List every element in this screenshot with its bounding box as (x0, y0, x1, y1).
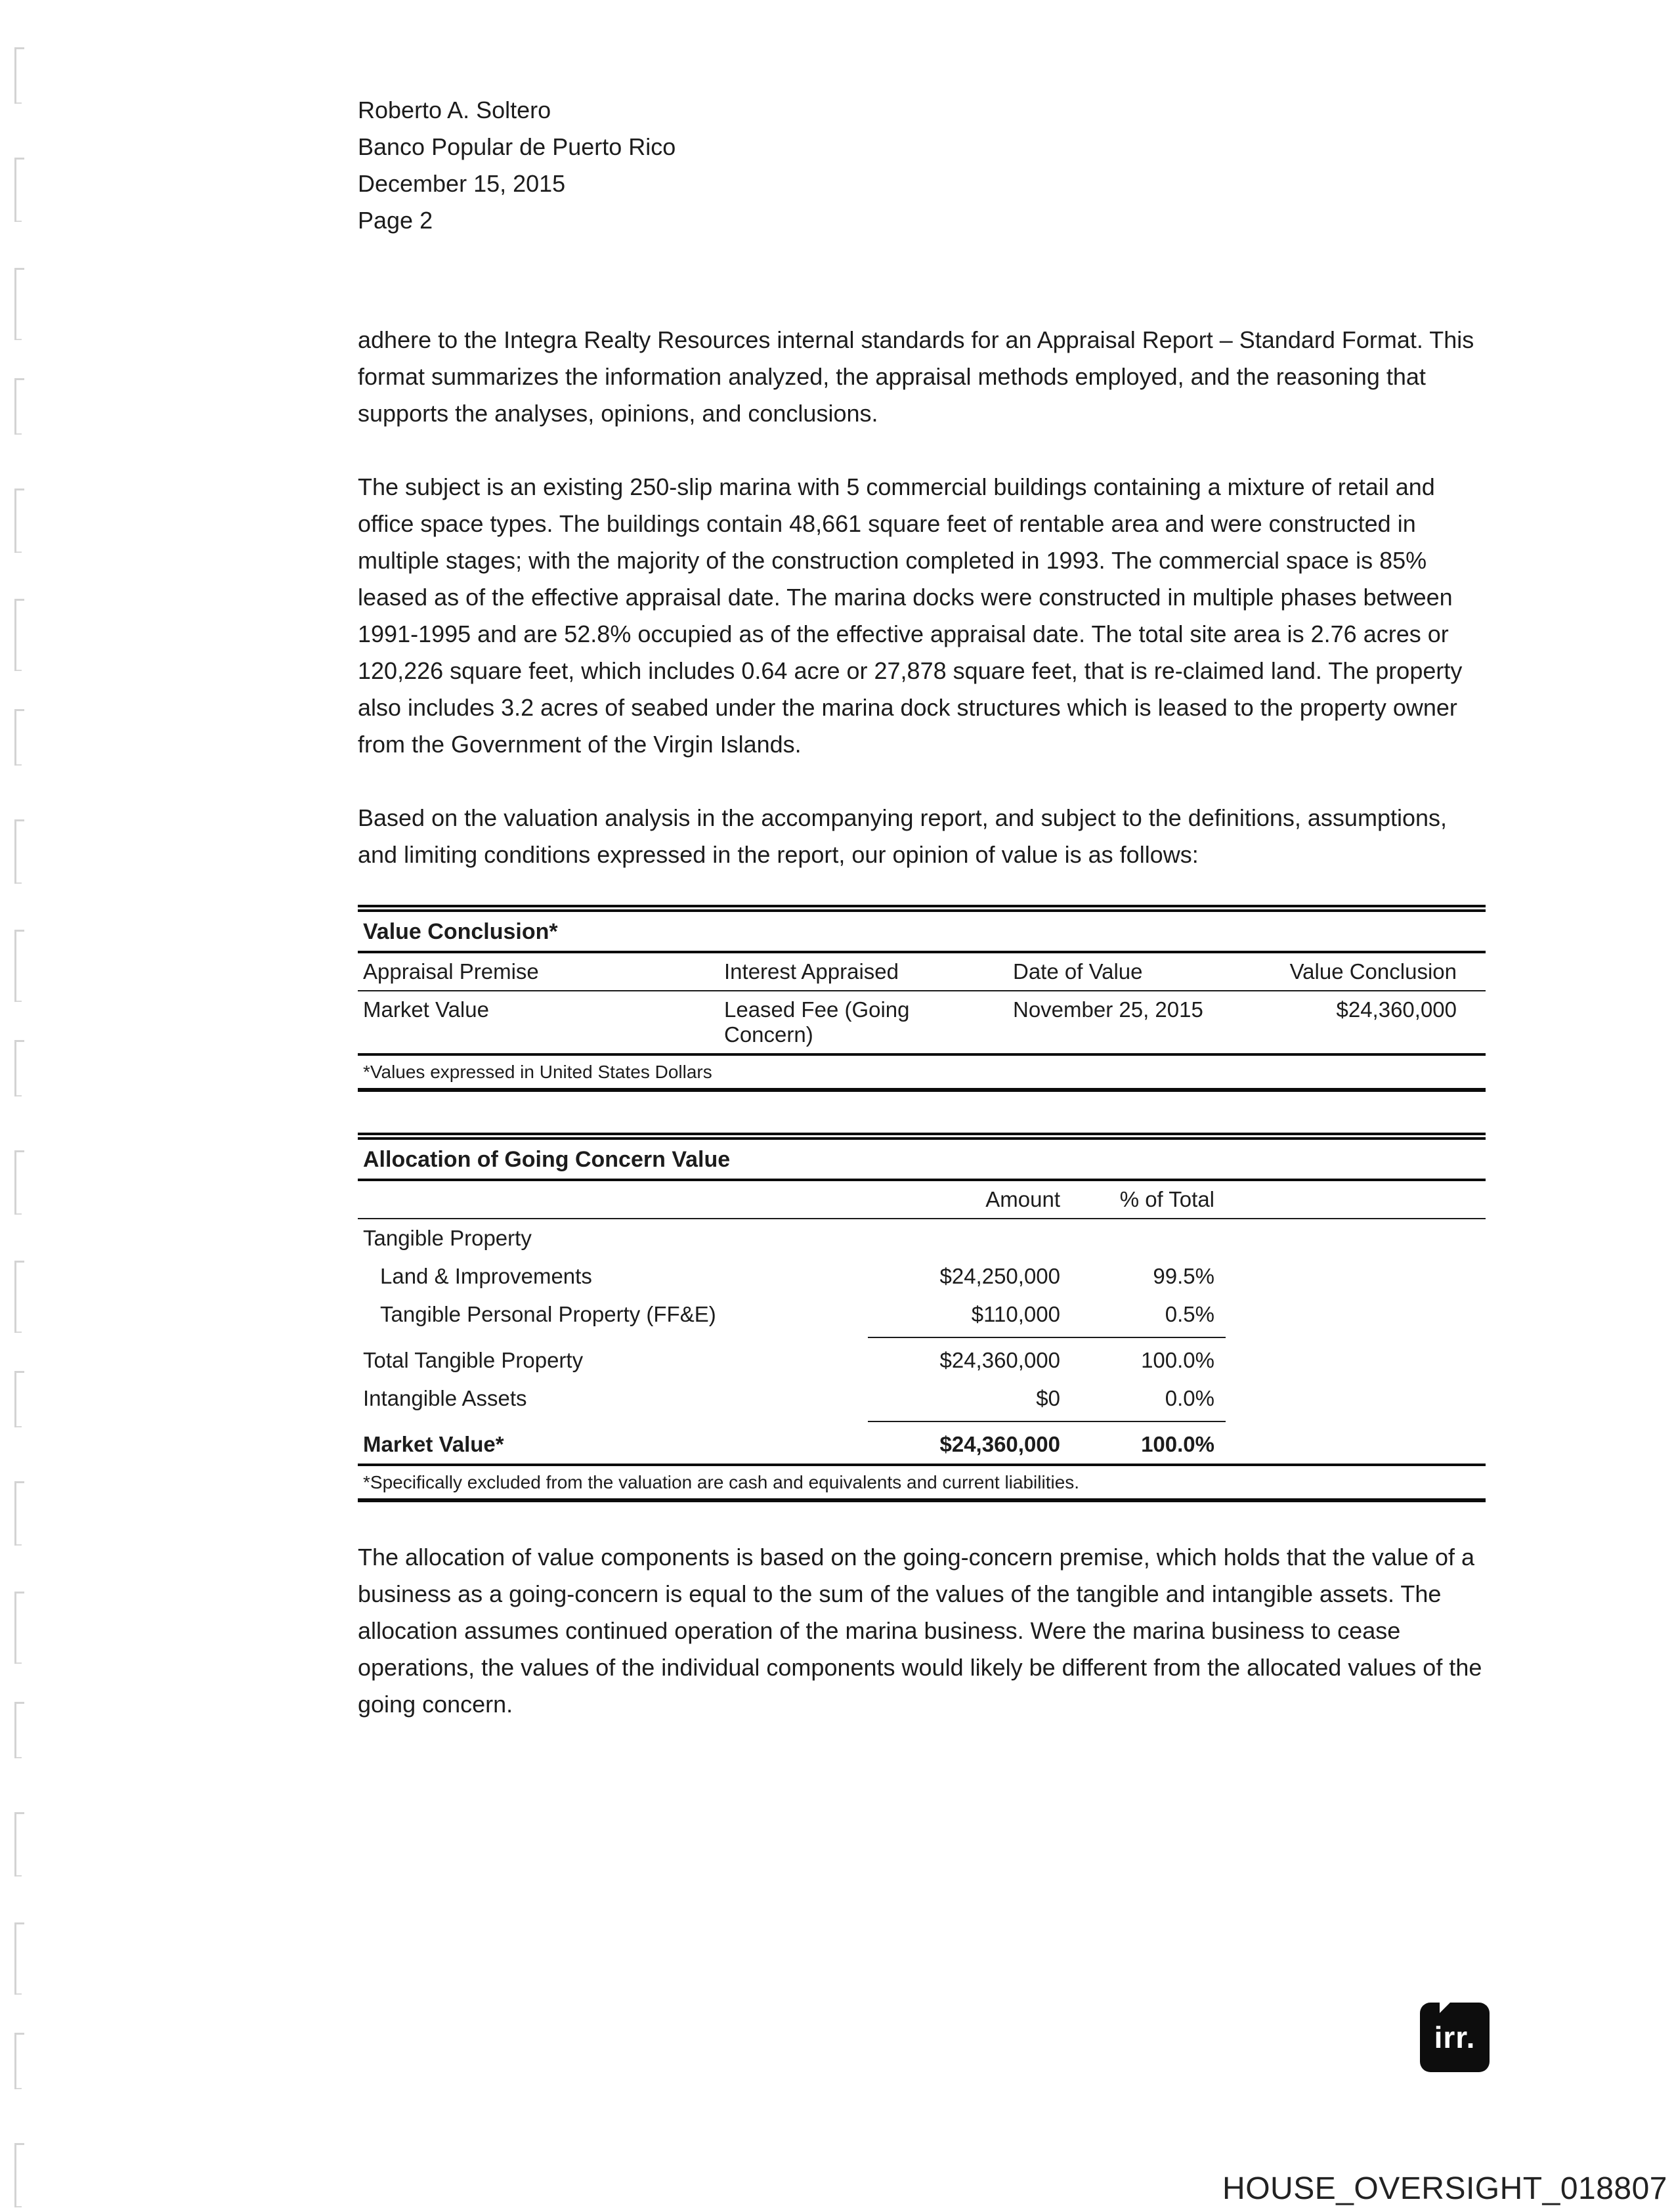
cell-appraisal-premise: Market Value (363, 997, 489, 1022)
value-conclusion-header-row (358, 953, 1486, 990)
row-pct: 100.0% (1141, 1348, 1214, 1372)
table-bottom-rule (358, 1088, 1486, 1092)
column-header-amount: Amount (985, 1187, 1060, 1211)
row-amount: $24,360,000 (939, 1348, 1060, 1372)
paragraph-report-format: adhere to the Integra Realty Resources internal standards for an Appraisal Report – Standard Format. This format summarizes the information analyzed, the appraisal methods employed, and the reasoning that supports the analyses, opinions, and conclusions. (358, 326, 1474, 427)
row-amount (876, 1226, 1067, 1251)
scan-artifact (14, 819, 26, 884)
scan-artifact (14, 158, 26, 222)
column-header-appraisal-premise: Appraisal Premise (363, 959, 539, 984)
allocation-footnote: *Specifically excluded from the valuation are cash and equivalents and current liabilities. (363, 1472, 1080, 1492)
scan-artifact (14, 1702, 26, 1758)
scan-artifact (14, 2143, 26, 2207)
table-top-rule (358, 1133, 1486, 1140)
row-label: Intangible Assets (363, 1386, 527, 1410)
allocation-row-total-tangible-property (358, 1341, 1486, 1379)
allocation-row-tangible-property (358, 1219, 1486, 1257)
row-label: Market Value* (363, 1432, 504, 1456)
row-pct (1067, 1226, 1221, 1251)
page-number: Page 2 (358, 207, 433, 234)
row-pct: 100.0% (1141, 1432, 1214, 1456)
value-conclusion-table (358, 905, 1486, 1092)
allocation-header-row (358, 1181, 1486, 1218)
paragraph-allocation-explanation: The allocation of value components is based on the going-concern premise, which holds that the value of a business as a going-concern is equal to the sum of the values of the tangible and intangible assets. The allocation assumes continued operation of the marina business. Were the marina business to cease operations, the values of the individual components would likely be different from the allocated values of the going concern. (358, 1544, 1482, 1718)
scan-artifact (14, 599, 26, 671)
column-header-interest-appraised: Interest Appraised (724, 959, 899, 984)
cell-interest-appraised: Leased Fee (Going Concern) (724, 997, 910, 1047)
scan-artifact (14, 1040, 26, 1096)
total-rule (868, 1421, 1226, 1422)
scan-artifact (14, 2033, 26, 2089)
scan-artifact (14, 1371, 26, 1427)
row-pct: 0.5% (1165, 1302, 1214, 1326)
scan-artifact (14, 1812, 26, 1876)
irr-logo-text: irr. (1434, 2020, 1476, 2054)
row-pct: 99.5% (1153, 1264, 1214, 1288)
subtotal-rule (868, 1337, 1226, 1338)
recipient-organization: Banco Popular de Puerto Rico (358, 133, 676, 160)
allocation-row-land-improvements (358, 1257, 1486, 1295)
row-pct: 0.0% (1165, 1386, 1214, 1410)
scan-artifact (14, 1150, 26, 1215)
cell-value-conclusion: $24,360,000 (1336, 997, 1457, 1022)
recipient-name: Roberto A. Soltero (358, 97, 551, 123)
row-amount: $24,250,000 (939, 1264, 1060, 1288)
letter-header (358, 92, 1486, 239)
row-amount: $24,360,000 (939, 1432, 1060, 1456)
scan-artifact (14, 1922, 26, 1995)
row-amount: $110,000 (971, 1302, 1060, 1326)
scan-artifact (14, 488, 26, 553)
allocation-row-tangible-personal-property (358, 1295, 1486, 1334)
row-label: Land & Improvements (380, 1264, 592, 1288)
scan-artifact (14, 1261, 26, 1333)
paragraph-subject-description: The subject is an existing 250-slip marina with 5 commercial buildings containing a mixture of retail and office space types. The buildings contain 48,661 square feet of rentable area and were constructed in multiple stages; with the majority of the construction completed in 1993. The commercial space is 85% leased as of the effective appraisal date. The marina docks were constructed in multiple phases between 1991-1995 and are 52.8% occupied as of the effective appraisal date. The total site area is 2.76 acres or 120,226 square feet, which includes 0.64 acre or 27,878 square feet, that is re-claimed land. The property also includes 3.2 acres of seabed under the marina dock structures which is leased to the property owner from the Government of the Virgin Islands. (358, 473, 1463, 758)
scan-artifact (14, 378, 26, 435)
column-header-pct-of-total: % of Total (1119, 1187, 1214, 1211)
allocation-row-market-value (358, 1425, 1486, 1464)
cell-date-of-value: November 25, 2015 (1013, 997, 1203, 1022)
allocation-table (358, 1133, 1486, 1502)
allocation-title: Allocation of Going Concern Value (363, 1147, 731, 1172)
column-header-blank (358, 1187, 876, 1212)
value-conclusion-title: Value Conclusion* (363, 919, 558, 944)
table-top-rule (358, 905, 1486, 912)
letter-content (358, 92, 1486, 1723)
value-conclusion-footnote: *Values expressed in United States Dollars (363, 1062, 712, 1082)
table-bottom-rule (358, 1498, 1486, 1502)
scan-artifact (14, 1481, 26, 1546)
scan-artifact (14, 709, 26, 766)
column-header-value-conclusion: Value Conclusion (1289, 959, 1457, 984)
row-label: Tangible Property (363, 1226, 532, 1250)
irr-logo (1420, 2003, 1490, 2072)
row-label: Total Tangible Property (363, 1348, 584, 1372)
scan-artifact (14, 47, 26, 104)
value-conclusion-data-row (358, 991, 1486, 1053)
document-id-stamp: HOUSE_OVERSIGHT_018807 (1222, 2171, 1667, 2206)
paragraph-valuation-basis: Based on the valuation analysis in the accompanying report, and subject to the definitions, assumptions, and limiting conditions expressed in the report, our opinion of value is as follows: (358, 804, 1448, 868)
scan-artifact (14, 1592, 26, 1664)
row-label: Tangible Personal Property (FF&E) (380, 1302, 716, 1326)
scan-artifact (14, 268, 26, 340)
row-amount: $0 (1036, 1386, 1060, 1410)
column-header-date-of-value: Date of Value (1013, 959, 1143, 984)
allocation-row-intangible-assets (358, 1379, 1486, 1418)
letter-date: December 15, 2015 (358, 170, 566, 197)
scan-artifact (14, 930, 26, 1002)
